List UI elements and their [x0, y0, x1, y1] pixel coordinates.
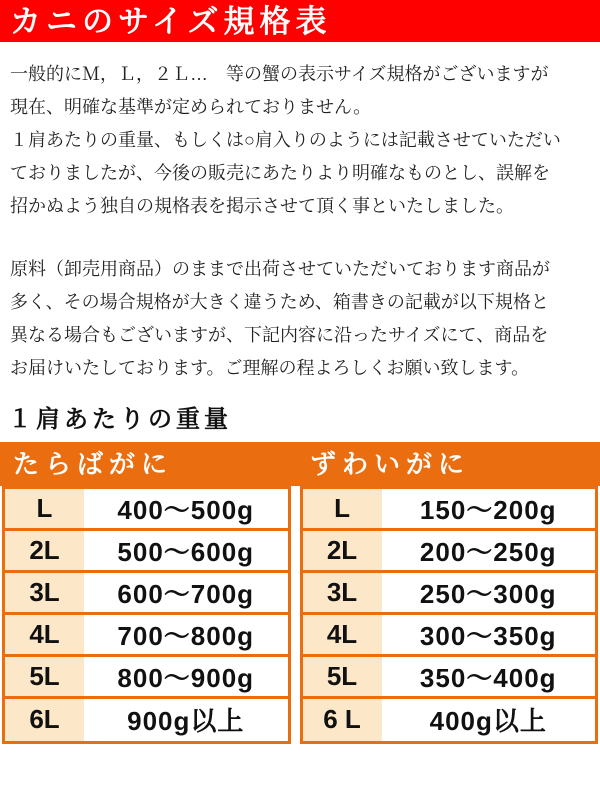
table-header-bar	[0, 442, 600, 486]
size-cell: 4L	[5, 615, 84, 654]
tables-container	[0, 486, 600, 744]
weight-cell: 800～900g	[84, 657, 288, 696]
table-row	[303, 657, 595, 699]
intro-paragraph-1: 一般的にＭ，Ｌ，２Ｌ… 等の蟹の表示サイズ規格がございますが現在、明確な基準が定められておりません。	[10, 64, 549, 118]
page-title: カニのサイズ規格表	[10, 3, 332, 39]
size-cell: L	[5, 489, 84, 528]
weight-cell: 500～600g	[84, 531, 288, 570]
weight-cell: 150～200g	[382, 489, 595, 528]
tarabagani-table	[2, 486, 291, 744]
table-row	[303, 615, 595, 657]
table-row	[5, 531, 288, 573]
table-row	[303, 489, 595, 531]
table-row	[5, 657, 288, 699]
size-spec-table	[0, 442, 600, 744]
table-row	[5, 615, 288, 657]
size-cell: 3L	[5, 573, 84, 612]
size-cell: L	[303, 489, 382, 528]
content	[0, 42, 600, 744]
size-cell: 2L	[303, 531, 382, 570]
size-cell: 6 L	[303, 699, 382, 741]
table-row	[303, 531, 595, 573]
section-heading: １肩あたりの重量	[8, 405, 232, 433]
table-header-zuwaigani: ずわいがに	[310, 448, 471, 479]
weight-cell: 250～300g	[382, 573, 595, 612]
size-cell: 6L	[5, 699, 84, 741]
table-row	[5, 573, 288, 615]
zuwaigani-table	[300, 486, 598, 744]
intro-paragraph-3: 原料（卸売用商品）のままで出荷させていただいております商品が多く、その場合規格が大きく違うため、箱書きの記載が以下規格と異なる場合もございますが、下記内容に沿ったサイズにて、商品をお届けいたしております。ご理解の程よろしくお願い致します。	[10, 258, 550, 378]
weight-cell: 600～700g	[84, 573, 288, 612]
weight-cell: 400g以上	[382, 699, 595, 741]
weight-cell: 300～350g	[382, 615, 595, 654]
table-row	[5, 489, 288, 531]
page-header	[0, 0, 600, 42]
weight-cell: 200～250g	[382, 531, 595, 570]
size-cell: 4L	[303, 615, 382, 654]
size-cell: 3L	[303, 573, 382, 612]
intro-paragraph-2: １肩あたりの重量、もしくは○肩入りのようには記載させていただいておりましたが、今後の販売にあたりより明確なものとし、誤解を招かぬよう独自の規格表を掲示させて頂く事といたしました。	[10, 130, 561, 217]
weight-cell: 350～400g	[382, 657, 595, 696]
size-cell: 5L	[303, 657, 382, 696]
size-cell: 5L	[5, 657, 84, 696]
size-cell: 2L	[5, 531, 84, 570]
table-row	[303, 699, 595, 741]
weight-cell: 700～800g	[84, 615, 288, 654]
table-row	[5, 699, 288, 741]
weight-cell: 900g以上	[84, 699, 288, 741]
table-header-tarabagani: たらばがに	[13, 448, 174, 479]
weight-cell: 400～500g	[84, 489, 288, 528]
intro-block	[0, 42, 600, 385]
table-row	[303, 573, 595, 615]
